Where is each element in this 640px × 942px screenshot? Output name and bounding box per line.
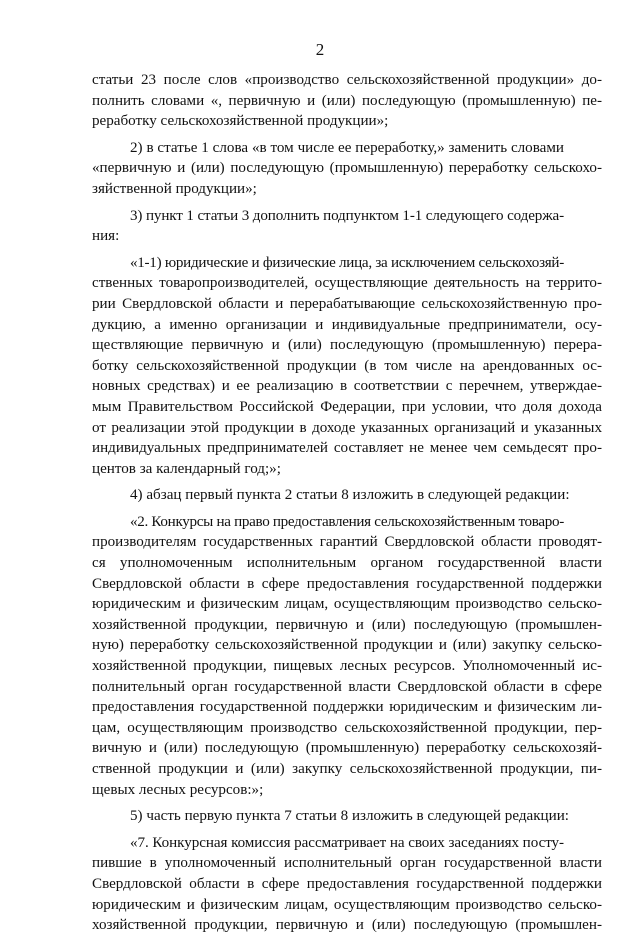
text-line: «первичную и (или) последующую (промышленную) переработку сельскохо- — [92, 160, 602, 177]
text-line: дукцию, а именно организации и индивидуальные предприниматели, осу- — [92, 316, 602, 333]
text-line: индивидуальных предпринимателей составляет не менее чем семьдесят про- — [92, 440, 602, 457]
text-line: ботку сельскохозяйственной продукции (в том числе на арендованных ос- — [92, 357, 602, 374]
text-line: 4) абзац первый пункта 2 статьи 8 изложить в следующей редакции: — [130, 487, 570, 504]
text-line: ственной продукции и (или) закупку сельскохозяйственной продукции, пи- — [92, 761, 602, 777]
paragraph-quote-2 — [92, 512, 602, 800]
text-line: юридическим и физическим лицам, осуществляющим производство сельско- — [92, 896, 602, 913]
paragraph-continuation — [92, 70, 602, 132]
text-line: «1-1) юридические и физические лица, за исключением сельскохозяй- — [130, 254, 564, 271]
text-line: вичную и (или) последующую (промышленную) переработку сельскохозяй- — [92, 740, 602, 757]
paragraph-item-5 — [92, 806, 602, 827]
page-number: 2 — [315, 40, 325, 59]
text-line: производителям государственных гарантий Свердловской области проводят- — [92, 534, 602, 551]
paragraph-quote-7 — [92, 833, 602, 936]
text-line: 3) пункт 1 статьи 3 дополнить подпунктом 1-1 следующего содержа- — [130, 207, 564, 224]
text-line: зяйственной продукции»; — [92, 180, 257, 197]
text-line: 5) часть первую пункта 7 статьи 8 изложить в следующей редакции: — [130, 808, 569, 825]
text-line: статьи 23 после слов «производство сельскохозяйственной продукции» до- — [92, 72, 602, 88]
text-line: полнительный орган государственной власти Свердловской области в сфере — [92, 678, 602, 695]
text-line: ную) переработку сельскохозяйственной продукции и (или) закупку сельско- — [92, 637, 602, 654]
text-line: «2. Конкурсы на право предоставления сельскохозяйственным товаро- — [130, 513, 564, 530]
text-line: новных средствах) и ее реализацию в соответствии с перечнем, утверждае- — [92, 378, 602, 395]
text-line: 2) в статье 1 слова «в том числе ее переработку,» заменить словами — [130, 139, 564, 156]
text-line: цам, осуществляющим производство сельскохозяйственной продукции, пер- — [92, 719, 602, 736]
text-line: ния: — [92, 228, 120, 245]
text-line: рии Свердловской области и перерабатывающие сельскохозяйственную про- — [92, 295, 602, 312]
text-line: реработку сельскохозяйственной продукции»; — [92, 113, 389, 130]
paragraph-item-3 — [92, 206, 602, 247]
text-line: «7. Конкурсная комиссия рассматривает на своих заседаниях посту- — [130, 834, 564, 851]
text-line: хозяйственной продукции, первичную и (или) последующую (промышлен- — [92, 917, 602, 934]
text-line: ся уполномоченным исполнительным органом государственной власти — [92, 555, 602, 572]
text-line: щевых лесных ресурсов:»; — [92, 781, 264, 798]
text-line: полнить словами «, первичную и (или) последующую (промышленную) пе- — [92, 92, 602, 109]
text-line: центов за календарный год;»; — [92, 460, 281, 477]
text-line: пившие в уполномоченный исполнительный орган государственной власти — [92, 855, 602, 872]
paragraph-subitem-1-1 — [92, 253, 602, 480]
text-line: предоставления государственной поддержки юридическим и физическим ли- — [92, 699, 602, 716]
document-body — [92, 70, 602, 942]
text-line: Свердловской области в сфере предоставления государственной поддержки — [92, 875, 602, 892]
text-line: Свердловской области в сфере предоставления государственной поддержки — [92, 575, 602, 592]
text-line: мым Правительством Российской Федерации, при условии, что доля дохода — [92, 398, 602, 415]
text-line: ществляющие первичную и (или) последующую (промышленную) перера- — [92, 337, 602, 354]
text-line: юридическим и физическим лицам, осуществляющим производство сельско- — [92, 596, 602, 613]
text-line: хозяйственной продукции, пищевых лесных ресурсов. Уполномоченный ис- — [92, 658, 602, 675]
paragraph-item-4 — [92, 485, 602, 506]
text-line: ственных товаропроизводителей, осуществляющие деятельность на террито- — [92, 275, 602, 292]
paragraph-item-2 — [92, 138, 602, 200]
text-line: хозяйственной продукции, первичную и (или) последующую (промышлен- — [92, 616, 602, 633]
text-line: от реализации этой продукции в доходе указанных организаций и указанных — [92, 419, 602, 436]
